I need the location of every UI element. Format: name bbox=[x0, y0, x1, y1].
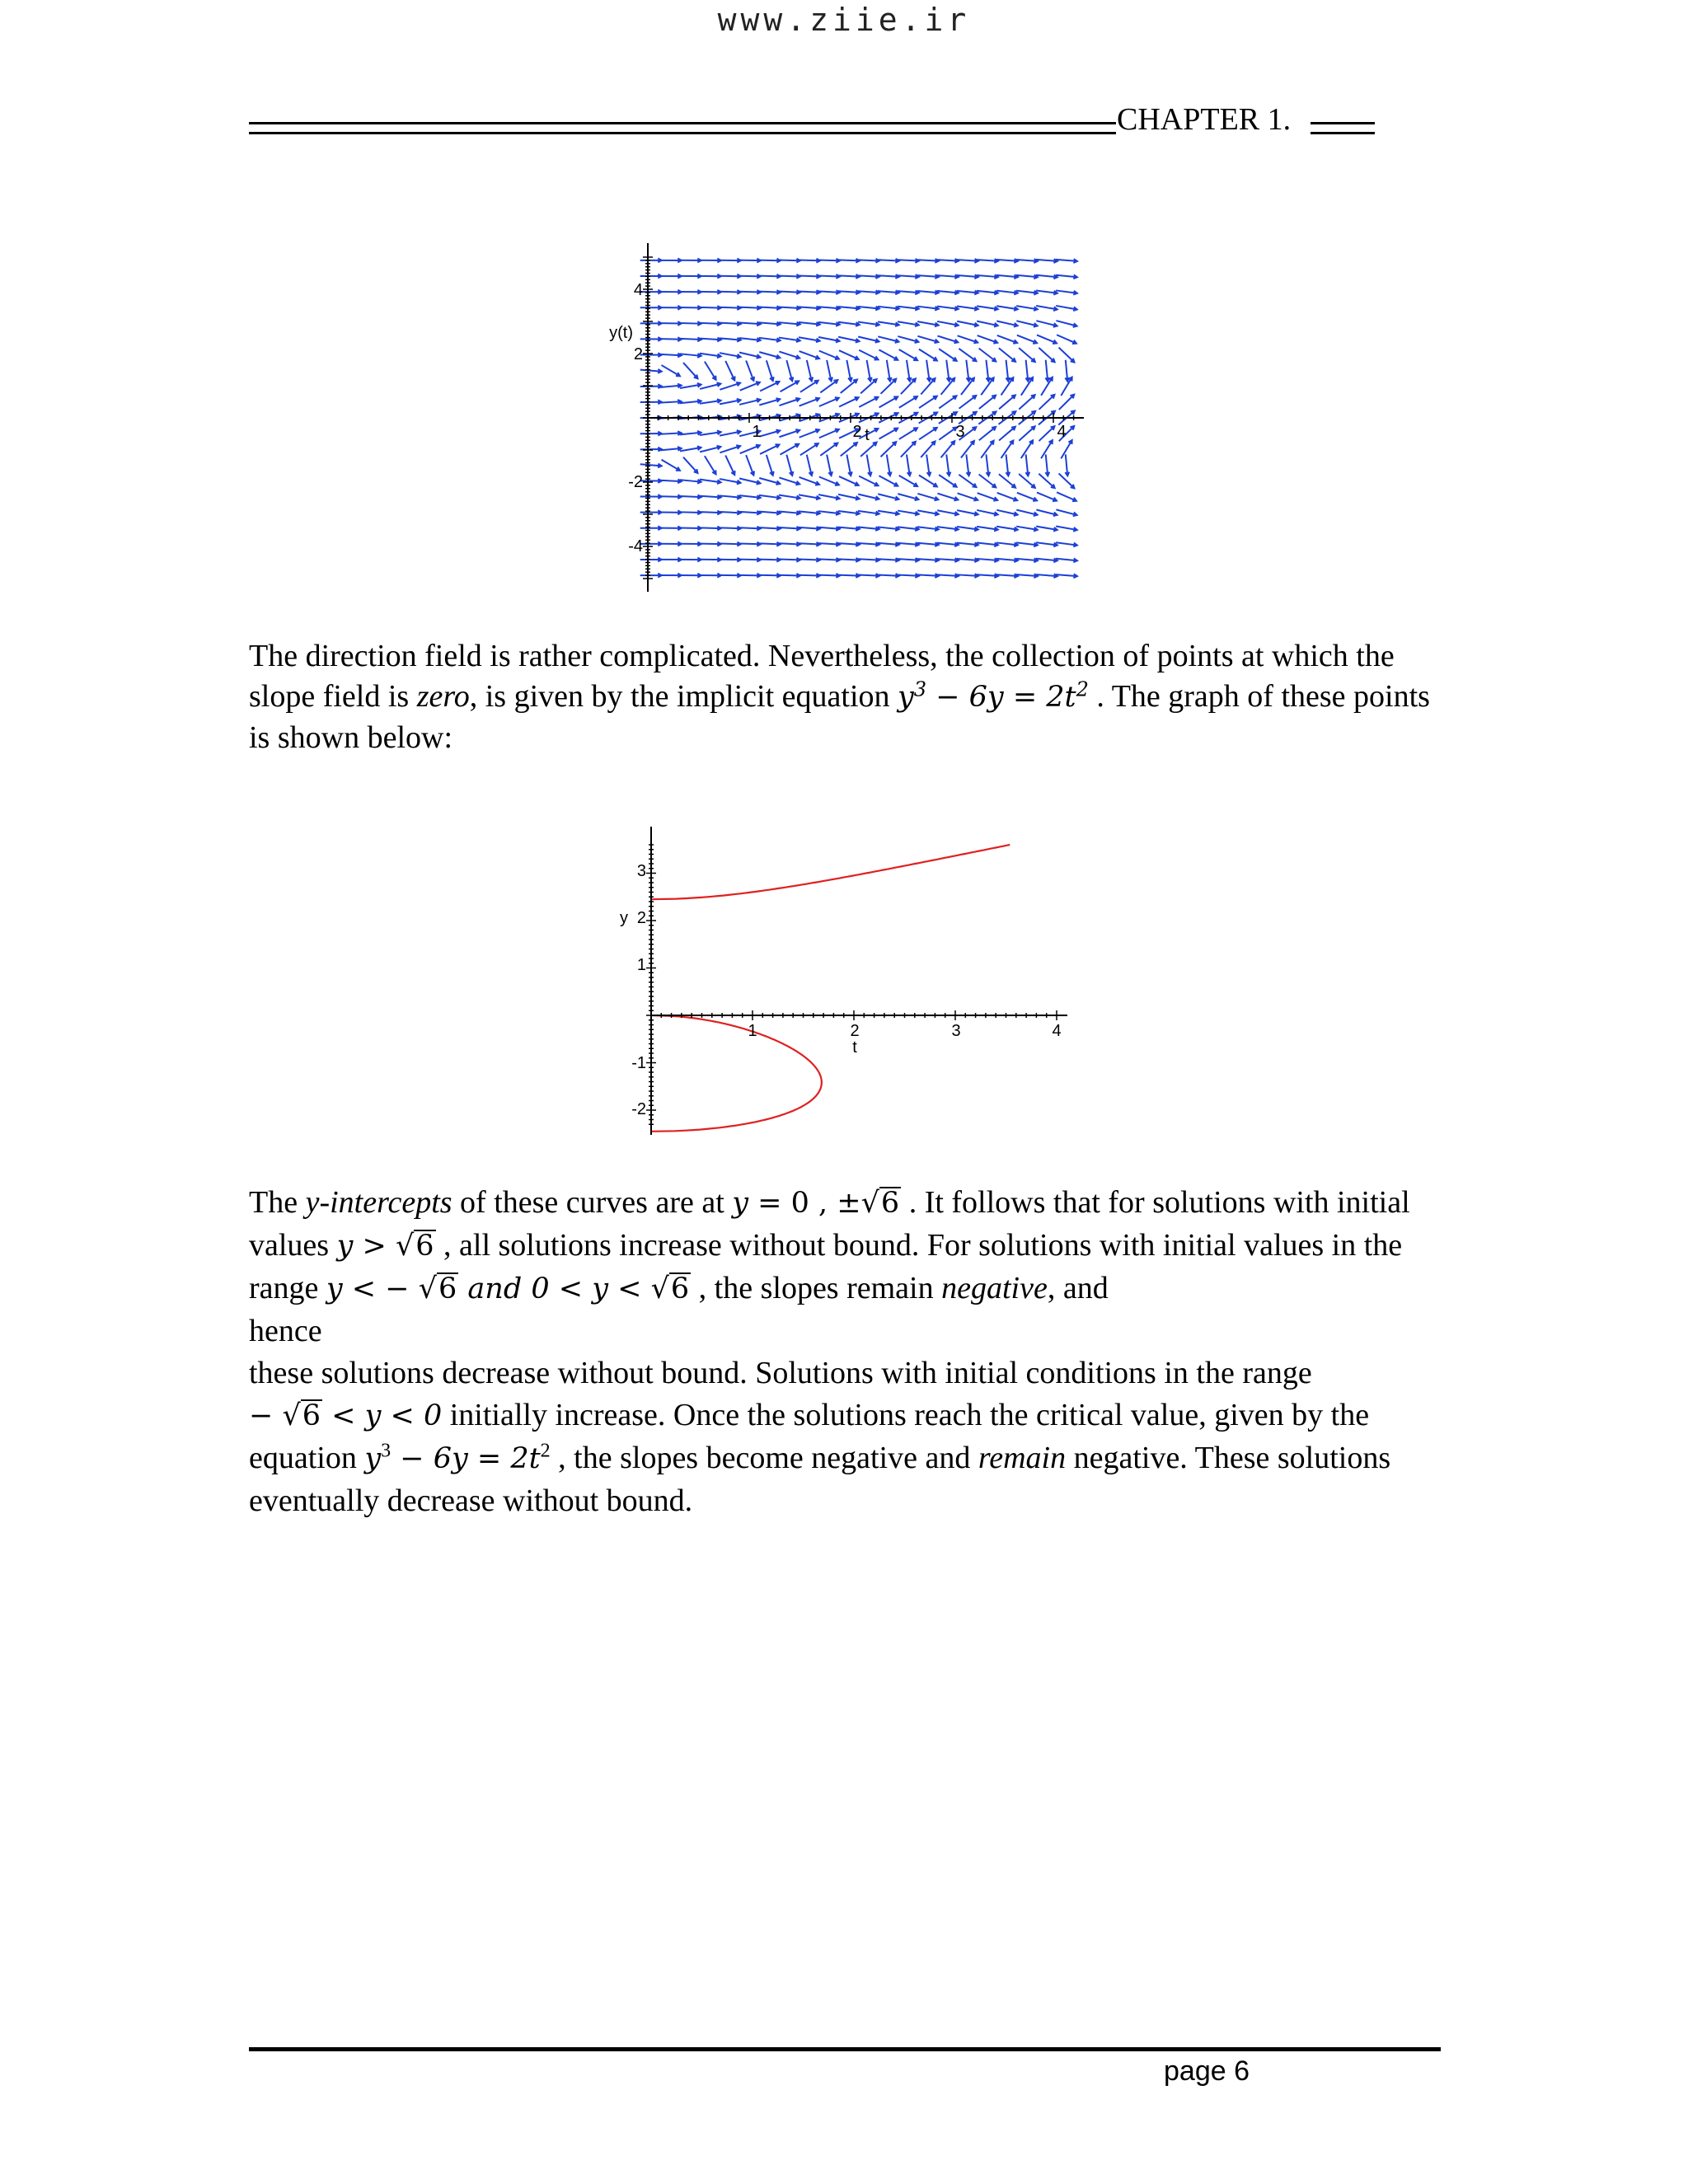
slope-arrow bbox=[705, 456, 716, 474]
slope-arrow bbox=[958, 493, 978, 499]
page-number: page 6 bbox=[1164, 2055, 1250, 2087]
slope-arrow bbox=[799, 477, 819, 485]
slope-arrow bbox=[1017, 335, 1037, 344]
slope-arrow bbox=[819, 351, 839, 359]
slope-arrow bbox=[939, 349, 957, 361]
slope-arrow bbox=[919, 349, 937, 361]
slope-arrow bbox=[1019, 426, 1034, 440]
header-rule-right-bottom bbox=[1311, 132, 1375, 134]
slope-arrow bbox=[941, 441, 955, 457]
watermark: www.ziie.ir bbox=[717, 2, 971, 38]
slope-arrow bbox=[760, 382, 779, 391]
slope-arrow bbox=[780, 444, 799, 455]
slope-arrow bbox=[899, 396, 917, 408]
slope-arrow bbox=[720, 544, 741, 545]
slope-arrow bbox=[759, 575, 781, 576]
slope-arrow bbox=[997, 493, 1017, 500]
slope-arrow bbox=[1041, 440, 1053, 458]
slope-arrow bbox=[680, 339, 701, 340]
slope-arrow bbox=[779, 352, 799, 359]
slope-arrow bbox=[705, 362, 716, 380]
slope-arrow bbox=[660, 401, 682, 402]
slope-arrow bbox=[680, 323, 701, 324]
slope-arrow bbox=[739, 276, 761, 277]
x-tick-2: 2 bbox=[852, 423, 862, 441]
slope-arrow bbox=[1061, 440, 1071, 458]
x-tick-3: 3 bbox=[951, 1022, 961, 1040]
lower-branch-curve bbox=[651, 1015, 822, 1132]
y-axis-label: y(t) bbox=[609, 324, 633, 342]
slope-arrow bbox=[961, 441, 974, 458]
slope-arrow bbox=[720, 307, 741, 308]
slope-arrow bbox=[720, 527, 741, 528]
x-tick-2: 2 bbox=[850, 1022, 860, 1040]
header-rule-bottom bbox=[249, 132, 1116, 134]
slope-arrow bbox=[799, 543, 820, 544]
slope-arrow bbox=[760, 445, 779, 454]
slope-arrow bbox=[740, 445, 760, 453]
slope-arrow bbox=[720, 512, 741, 513]
slope-arrow bbox=[979, 396, 996, 409]
slope-arrow bbox=[959, 396, 977, 409]
slope-arrow bbox=[759, 260, 781, 261]
slope-arrow bbox=[720, 446, 740, 452]
slope-arrow bbox=[917, 574, 939, 575]
slope-arrow bbox=[1059, 395, 1074, 410]
slope-arrow bbox=[1019, 474, 1035, 488]
x-tick-1: 1 bbox=[748, 1022, 757, 1040]
slope-arrow bbox=[700, 527, 721, 528]
slope-arrow bbox=[917, 336, 938, 342]
slope-arrow bbox=[759, 543, 781, 544]
slope-arrow bbox=[1017, 493, 1037, 501]
slope-arrow bbox=[683, 457, 697, 473]
slope-arrow bbox=[958, 335, 978, 342]
slope-arrow bbox=[739, 307, 761, 308]
slope-arrow bbox=[919, 428, 937, 439]
slope-arrow bbox=[683, 363, 697, 378]
slope-arrow bbox=[779, 292, 800, 293]
slope-arrow bbox=[879, 396, 898, 407]
slope-arrow bbox=[841, 380, 857, 393]
slope-arrow bbox=[939, 396, 956, 408]
slope-arrow bbox=[818, 575, 840, 576]
slope-arrow bbox=[759, 352, 780, 358]
slope-arrow bbox=[1037, 335, 1057, 343]
slope-arrow bbox=[881, 379, 897, 394]
slope-arrow bbox=[767, 360, 773, 381]
y-tick-neg1: -1 bbox=[631, 1054, 646, 1072]
slope-arrow bbox=[779, 260, 800, 261]
slope-arrow bbox=[786, 455, 792, 476]
slope-arrow bbox=[898, 494, 918, 499]
slope-arrow bbox=[838, 275, 860, 276]
upper-branch-curve bbox=[651, 845, 1010, 899]
slope-arrow bbox=[660, 480, 682, 481]
slope-arrow bbox=[1056, 509, 1076, 515]
slope-arrow bbox=[779, 276, 800, 277]
slope-arrow bbox=[959, 475, 976, 487]
slope-arrow bbox=[841, 443, 857, 456]
slope-arrow bbox=[978, 335, 998, 343]
slope-arrow bbox=[662, 365, 680, 376]
paragraph-2: The y-intercepts of these curves are at y = 0 , ±√6 . It follows that for solutions with initial values y > √6 , all solutions increase without bound. For solutions with initial values in the range y < − √6 and 0 < y < √6 , the slopes remain negative, and hence these solutions decrease without bound. Solutions with initial conditions in the range − √6 < y < 0 initially increase. Once the solutions reach the critical value, given by the equation $y^3 - 6y = 2t^2$ , the slopes become negative and remain negative. These solutions eventually decrease without bound. bbox=[249, 1185, 1410, 1518]
slope-arrow bbox=[1039, 426, 1055, 441]
slope-arrow bbox=[1019, 348, 1035, 362]
slope-arrow bbox=[700, 307, 721, 308]
y-tick-2: 2 bbox=[633, 345, 643, 363]
slope-arrow bbox=[859, 476, 878, 486]
slope-arrow bbox=[779, 477, 799, 484]
slope-arrow bbox=[839, 476, 859, 485]
slope-arrow bbox=[799, 559, 820, 560]
slope-arrow bbox=[800, 381, 818, 392]
x-tick-1: 1 bbox=[752, 423, 762, 441]
slope-arrow bbox=[799, 260, 820, 261]
slope-arrow bbox=[937, 336, 958, 343]
slope-arrow bbox=[919, 396, 937, 408]
slope-arrow bbox=[800, 443, 818, 455]
slope-arrow bbox=[725, 361, 734, 381]
slope-arrow bbox=[739, 260, 761, 261]
slope-arrow bbox=[939, 475, 957, 487]
slope-arrow bbox=[779, 543, 800, 544]
slope-arrow bbox=[879, 349, 898, 359]
slope-arrow bbox=[786, 360, 792, 381]
slope-arrow bbox=[759, 292, 781, 293]
y-tick-neg2: -2 bbox=[631, 1100, 646, 1118]
slope-arrow bbox=[859, 350, 878, 360]
slope-arrow bbox=[700, 512, 721, 513]
slope-arrow bbox=[917, 494, 938, 499]
slope-arrow bbox=[838, 575, 860, 576]
slope-arrow bbox=[779, 430, 799, 437]
slope-arrow bbox=[959, 349, 976, 361]
slope-arrow bbox=[700, 292, 721, 293]
slope-arrow bbox=[999, 395, 1015, 409]
y-tick-neg2: -2 bbox=[628, 473, 643, 491]
y-tick-1: 1 bbox=[636, 956, 646, 974]
slope-arrow bbox=[720, 292, 741, 293]
slope-arrow bbox=[979, 427, 996, 440]
header-rule-top bbox=[249, 122, 1116, 124]
slope-arrow bbox=[1057, 492, 1076, 500]
slope-arrow bbox=[662, 460, 680, 471]
slope-arrow bbox=[979, 349, 996, 362]
slope-arrow bbox=[799, 398, 819, 405]
slope-arrow bbox=[1001, 441, 1014, 458]
slope-arrow bbox=[939, 428, 956, 440]
slope-arrow bbox=[759, 276, 781, 277]
slope-arrow bbox=[818, 559, 840, 560]
slope-arrow bbox=[921, 442, 935, 457]
y-tick-3: 3 bbox=[636, 862, 646, 880]
slope-arrow bbox=[746, 361, 753, 381]
header-rule-right-top bbox=[1311, 122, 1375, 124]
slope-arrow bbox=[780, 381, 799, 391]
slope-arrow bbox=[660, 339, 682, 340]
slope-arrow bbox=[999, 348, 1015, 361]
direction-field-plot bbox=[577, 231, 1104, 593]
slope-arrow bbox=[999, 474, 1015, 487]
chapter-title: CHAPTER 1. bbox=[1117, 102, 1292, 137]
slope-arrow bbox=[820, 443, 837, 456]
slope-arrow bbox=[739, 292, 761, 293]
slope-arrow bbox=[858, 275, 879, 276]
slope-arrow bbox=[720, 383, 740, 390]
slope-arrow bbox=[799, 276, 820, 277]
slope-arrow bbox=[660, 354, 682, 355]
slope-arrow bbox=[999, 427, 1015, 441]
slope-arrow bbox=[899, 349, 917, 360]
slope-arrow bbox=[898, 574, 919, 575]
slope-arrow bbox=[981, 441, 993, 458]
slope-arrow bbox=[997, 335, 1017, 343]
slope-arrow bbox=[878, 575, 899, 576]
slope-arrow bbox=[725, 456, 734, 476]
slope-arrow bbox=[860, 443, 876, 457]
slope-arrow bbox=[819, 398, 839, 406]
slope-arrow bbox=[799, 575, 820, 576]
slope-arrow bbox=[660, 496, 682, 497]
slope-arrow bbox=[899, 476, 917, 486]
slope-arrow bbox=[739, 543, 761, 544]
slope-arrow bbox=[1039, 395, 1055, 410]
slope-arrow bbox=[818, 275, 840, 276]
slope-arrow bbox=[1059, 348, 1075, 363]
slope-arrow bbox=[1019, 395, 1034, 409]
slope-arrow bbox=[858, 575, 879, 576]
slope-arrow bbox=[779, 399, 799, 405]
slope-arrow bbox=[767, 455, 773, 476]
slope-arrow bbox=[680, 512, 701, 513]
implicit-equation: $y^3 - 6y = 2t^2$ bbox=[898, 677, 1089, 714]
slope-arrow bbox=[759, 527, 781, 528]
slope-arrow bbox=[799, 351, 819, 359]
slope-arrow bbox=[1039, 348, 1054, 362]
slope-arrow bbox=[879, 429, 898, 439]
slope-arrow bbox=[838, 559, 860, 560]
slope-arrow bbox=[979, 475, 996, 488]
slope-arrow bbox=[1056, 321, 1076, 326]
y-tick-2: 2 bbox=[636, 909, 646, 927]
slope-arrow bbox=[859, 397, 878, 407]
y-axis-label: y bbox=[620, 909, 628, 927]
slope-arrow bbox=[919, 475, 937, 486]
slope-arrow bbox=[799, 429, 819, 437]
slope-arrow bbox=[819, 477, 839, 485]
slope-arrow bbox=[899, 428, 917, 439]
slope-arrow bbox=[937, 494, 958, 500]
slope-arrow bbox=[1021, 440, 1033, 458]
slope-arrow bbox=[1057, 335, 1076, 343]
x-tick-3: 3 bbox=[955, 423, 965, 441]
x-axis-label: t bbox=[852, 1038, 857, 1057]
slope-arrow bbox=[839, 397, 858, 406]
slope-arrow bbox=[901, 378, 916, 394]
slope-arrow bbox=[1039, 474, 1054, 488]
slope-arrow bbox=[759, 399, 780, 405]
slope-arrow bbox=[759, 307, 781, 308]
slope-arrow bbox=[978, 493, 998, 500]
slope-arrow bbox=[1037, 493, 1057, 501]
slope-arrow bbox=[700, 323, 721, 324]
slope-arrow bbox=[858, 559, 879, 560]
slope-arrow bbox=[860, 379, 876, 393]
slope-arrow bbox=[921, 378, 935, 394]
x-tick-4: 4 bbox=[1052, 1022, 1062, 1040]
paragraph-1: The direction field is rather complicated. Nevertheless, the collection of points at which the slope field is zero, is given by the implicit equation $y^3 - 6y = 2t^2$ . The graph of these points is shown below: bbox=[249, 639, 1430, 755]
slope-arrow bbox=[759, 431, 780, 437]
slope-arrow bbox=[881, 442, 897, 457]
x-tick-4: 4 bbox=[1057, 423, 1067, 441]
footer-rule bbox=[249, 2047, 1441, 2051]
slope-arrow bbox=[759, 478, 780, 484]
zero-slope-curve-plot bbox=[610, 820, 1088, 1146]
slope-arrow bbox=[720, 323, 741, 324]
slope-arrow bbox=[700, 544, 721, 545]
y-tick-4: 4 bbox=[633, 281, 643, 299]
slope-arrow bbox=[680, 496, 701, 497]
slope-arrow bbox=[879, 476, 898, 485]
slope-arrow bbox=[839, 350, 859, 359]
slope-arrow bbox=[739, 575, 761, 576]
slope-arrow bbox=[819, 429, 839, 438]
slope-arrow bbox=[720, 276, 741, 277]
slope-arrow bbox=[739, 527, 761, 528]
slope-arrow bbox=[799, 291, 820, 292]
slope-arrow bbox=[901, 442, 916, 457]
slope-arrow bbox=[820, 380, 837, 392]
slope-arrow bbox=[746, 455, 753, 475]
y-tick-neg4: -4 bbox=[628, 537, 643, 555]
slope-arrow bbox=[779, 575, 800, 576]
x-axis-label: t bbox=[865, 426, 870, 444]
slope-arrow bbox=[898, 336, 918, 342]
slope-arrow bbox=[660, 433, 682, 434]
slope-arrow bbox=[740, 382, 760, 391]
